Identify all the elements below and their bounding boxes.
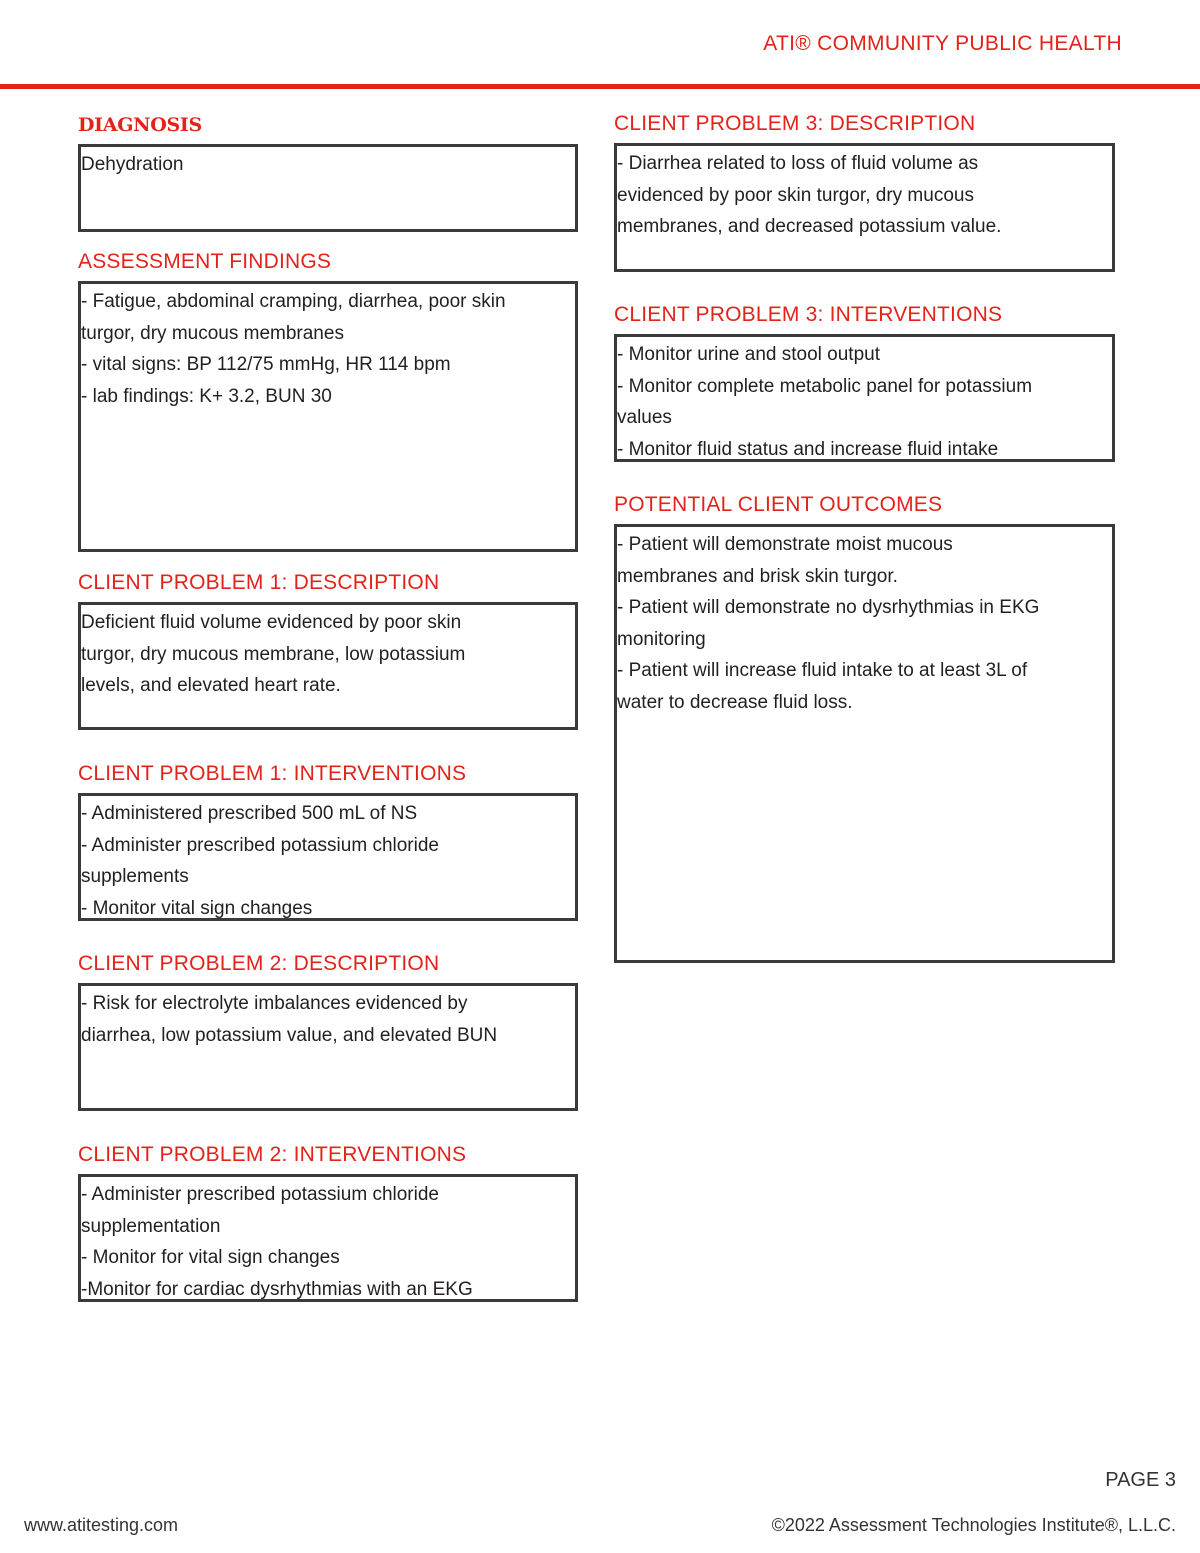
- problem3-interventions-section: [614, 303, 1115, 462]
- diagnosis-box: [78, 144, 578, 232]
- problem2-description-title: CLIENT PROBLEM 2: DESCRIPTION: [78, 952, 440, 975]
- problem2-interventions-box: [78, 1174, 578, 1302]
- potential-outcomes-title: POTENTIAL CLIENT OUTCOMES: [614, 493, 943, 516]
- problem2-description-line: - Risk for electrolyte imbalances evidenced by: [81, 993, 468, 1014]
- outcome-line: - Patient will increase fluid intake to at least 3L of: [617, 660, 1028, 681]
- diagnosis-title: DIAGNOSIS: [78, 114, 202, 136]
- diagnosis-section: [78, 113, 578, 232]
- problem1-description-line: Deficient fluid volume evidenced by poor skin: [81, 612, 462, 633]
- problem2-interventions-line: - Administer prescribed potassium chloride: [81, 1184, 439, 1205]
- problem2-interventions-title: CLIENT PROBLEM 2: INTERVENTIONS: [78, 1143, 467, 1166]
- page-number: PAGE 3: [1105, 1469, 1176, 1491]
- problem1-interventions-line: - Monitor vital sign changes: [81, 897, 313, 919]
- problem3-description-line: membranes, and decreased potassium value.: [617, 216, 1002, 237]
- problem3-interventions-line: - Monitor fluid status and increase fluid intake: [617, 438, 999, 460]
- problem1-interventions-title: CLIENT PROBLEM 1: INTERVENTIONS: [78, 762, 467, 785]
- footer-copyright: ©2022 Assessment Technologies Institute®, L.L.C.: [771, 1515, 1176, 1535]
- problem2-description-box: [78, 983, 578, 1111]
- problem1-interventions-line: supplements: [81, 866, 189, 887]
- diagnosis-line: Dehydration: [81, 154, 184, 175]
- problem3-interventions-line: - Monitor complete metabolic panel for potassium: [617, 375, 1033, 397]
- problem1-interventions-line: - Administer prescribed potassium chloride: [81, 834, 439, 856]
- assessment-line: - lab findings: K+ 3.2, BUN 30: [81, 385, 332, 407]
- potential-outcomes-box: [614, 524, 1115, 963]
- problem3-interventions-line: - Monitor urine and stool output: [617, 344, 880, 365]
- problem3-description-title: CLIENT PROBLEM 3: DESCRIPTION: [614, 112, 976, 135]
- problem1-interventions-box: [78, 793, 578, 921]
- assessment-findings-title: ASSESSMENT FINDINGS: [78, 250, 332, 273]
- problem2-interventions-line: -Monitor for cardiac dysrhythmias with an EKG: [81, 1278, 473, 1300]
- problem3-interventions-box: [614, 334, 1115, 462]
- problem3-interventions-line: values: [617, 407, 672, 428]
- problem3-description-box: [614, 143, 1115, 272]
- problem1-interventions-line: - Administered prescribed 500 mL of NS: [81, 803, 418, 824]
- assessment-findings-section: [78, 250, 578, 552]
- problem3-description-section: [614, 112, 1115, 272]
- assessment-line: turgor, dry mucous membranes: [81, 322, 344, 344]
- problem3-description-line: - Diarrhea related to loss of fluid volume as: [617, 153, 979, 174]
- problem2-interventions-line: supplementation: [81, 1215, 221, 1237]
- problem2-description-line: diarrhea, low potassium value, and elevated BUN: [81, 1024, 498, 1046]
- problem3-interventions-title: CLIENT PROBLEM 3: INTERVENTIONS: [614, 303, 1003, 326]
- problem1-description-line: levels, and elevated heart rate.: [81, 675, 341, 696]
- problem1-description-line: turgor, dry mucous membrane, low potassium: [81, 643, 466, 665]
- problem1-description-section: [78, 571, 578, 730]
- potential-outcomes-section: [614, 493, 1115, 963]
- header-divider: [0, 84, 1200, 89]
- problem1-description-title: CLIENT PROBLEM 1: DESCRIPTION: [78, 571, 440, 594]
- outcome-line: - Patient will demonstrate no dysrhythmias in EKG: [617, 597, 1040, 618]
- assessment-line: - Fatigue, abdominal cramping, diarrhea, poor skin: [81, 291, 506, 312]
- outcome-line: monitoring: [617, 628, 706, 650]
- document-header-title: ATI® COMMUNITY PUBLIC HEALTH: [763, 32, 1122, 55]
- assessment-line: - vital signs: BP 112/75 mmHg, HR 114 bpm: [81, 354, 451, 375]
- problem1-interventions-section: [78, 762, 578, 921]
- problem2-interventions-line: - Monitor for vital sign changes: [81, 1247, 340, 1268]
- problem2-interventions-section: [78, 1143, 578, 1302]
- outcome-line: - Patient will demonstrate moist mucous: [617, 534, 953, 555]
- problem2-description-section: [78, 952, 578, 1111]
- outcome-line: water to decrease fluid loss.: [617, 691, 853, 713]
- outcome-line: membranes and brisk skin turgor.: [617, 565, 898, 587]
- footer-website-link[interactable]: www.atitesting.com: [24, 1515, 179, 1535]
- problem1-description-box: [78, 602, 578, 730]
- problem3-description-line: evidenced by poor skin turgor, dry mucous: [617, 184, 974, 206]
- assessment-findings-box: [78, 281, 578, 552]
